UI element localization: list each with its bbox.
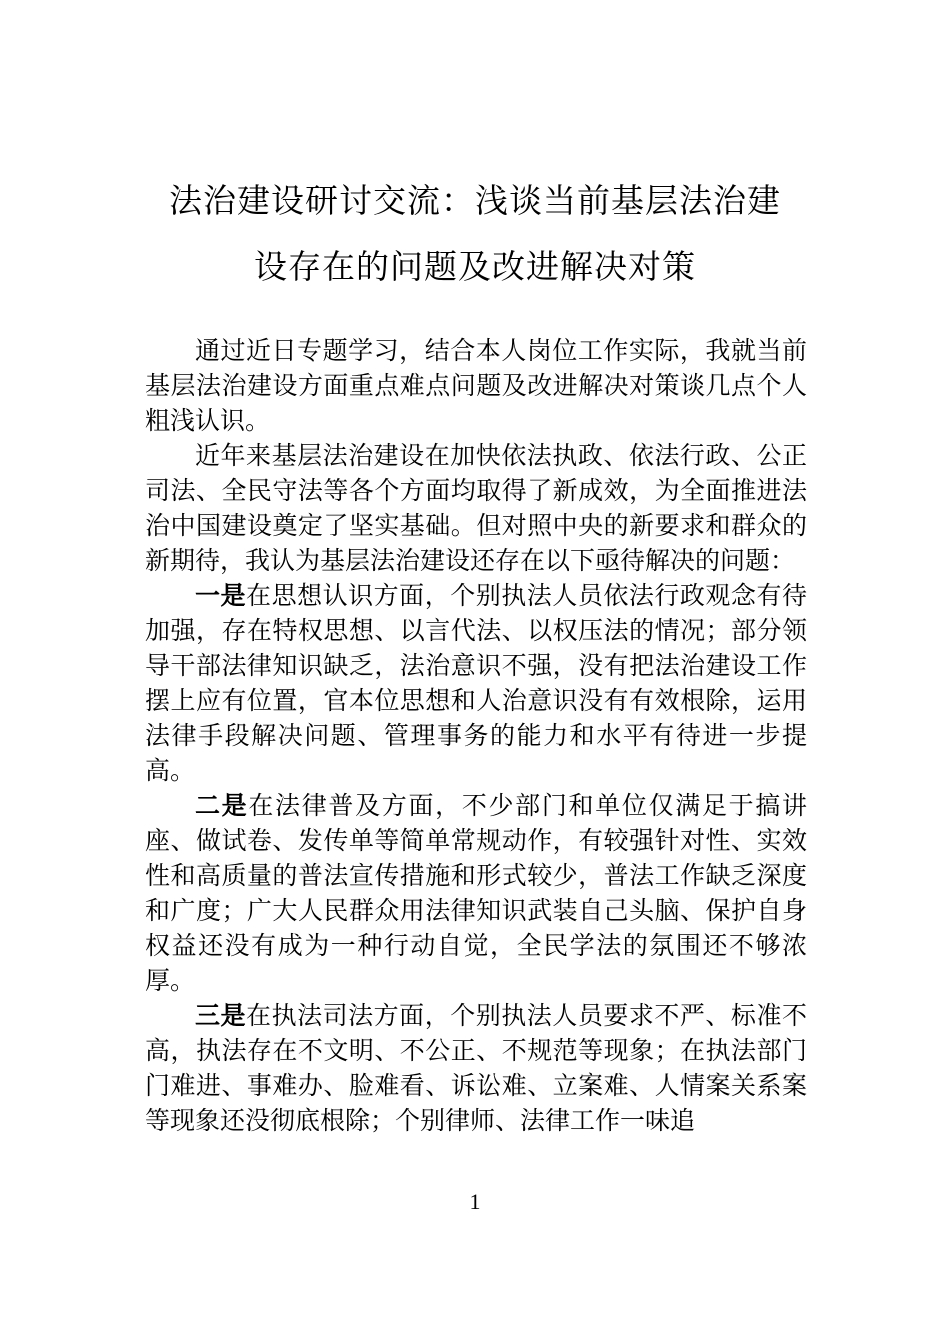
title-line-1: 法治建设研讨交流：浅谈当前基层法治建 xyxy=(169,181,781,220)
paragraph-point-one xyxy=(145,578,807,788)
page-number: 1 xyxy=(469,1189,481,1214)
paragraph-intro xyxy=(145,333,807,438)
paragraph-lead: 三是 xyxy=(195,1001,247,1030)
paragraph-text: 在法律普及方面，不少部门和单位仅满足于搞讲座、做试卷、发传单等简单常规动作，有较强针对性、实效性和高质量的普法宣传措施和形式较少，普法工作缺乏深度和广度；广大人民群众用法律知识武装自己头脑、保护自身权益还没有成为一种行动自觉，全民学法的氛围还不够浓厚。 xyxy=(145,791,807,995)
title-line-2: 设存在的问题及改进解决对策 xyxy=(254,247,696,286)
document-body xyxy=(145,333,807,1138)
paragraph-text: 近年来基层法治建设在加快依法执政、依法行政、公正司法、全民守法等各个方面均取得了新成效，为全面推进法治中国建设奠定了坚实基础。但对照中央的新要求和群众的新期待，我认为基层法治建设还存在以下亟待解决的问题： xyxy=(145,441,807,575)
paragraph-lead: 一是 xyxy=(195,581,247,610)
paragraph-text: 在执法司法方面，个别执法人员要求不严、标准不高，执法存在不文明、不公正、不规范等现象；在执法部门门难进、事难办、脸难看、诉讼难、立案难、人情案关系案等现象还没彻底根除；个别律师、法律工作一味追 xyxy=(145,1001,807,1135)
document-title xyxy=(145,168,805,300)
paragraph-point-two xyxy=(145,788,807,998)
paragraph-text: 通过近日专题学习，结合本人岗位工作实际，我就当前基层法治建设方面重点难点问题及改进解决对策谈几点个人粗浅认识。 xyxy=(145,336,807,435)
paragraph-point-three xyxy=(145,998,807,1138)
paragraph-overview xyxy=(145,438,807,578)
paragraph-lead: 二是 xyxy=(195,791,249,820)
paragraph-text: 在思想认识方面，个别执法人员依法行政观念有待加强，存在特权思想、以言代法、以权压法的情况；部分领导干部法律知识缺乏，法治意识不强，没有把法治建设工作摆上应有位置，官本位思想和人治意识没有有效根除，运用法律手段解决问题、管理事务的能力和水平有待进一步提高。 xyxy=(145,581,807,785)
